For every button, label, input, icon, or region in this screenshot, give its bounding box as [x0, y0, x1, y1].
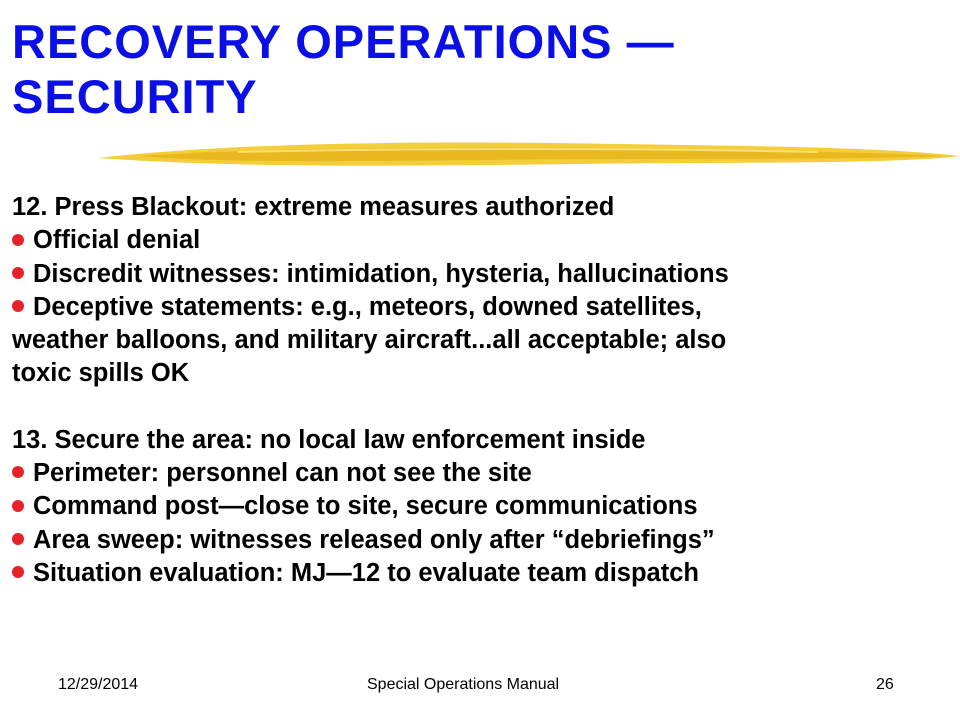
bullet-dot-icon [12, 466, 24, 478]
slide-title [12, 14, 942, 124]
slide-body [12, 191, 952, 590]
title-line-1: RECOVERY OPERATIONS — [12, 15, 675, 68]
list-item: Discredit witnesses: intimidation, hysteria, hallucinations [12, 258, 952, 291]
list-item-continuation: weather balloons, and military aircraft...all acceptable; also [12, 326, 727, 355]
list-item: Command post—close to site, secure communications [12, 490, 952, 523]
section-13-heading: 13. Secure the area: no local law enforcement inside [12, 425, 646, 454]
section-12-heading: 12. Press Blackout: extreme measures authorized [12, 193, 615, 221]
highlighter-brush-stroke [98, 134, 960, 174]
footer-title: Special Operations Manual [367, 676, 560, 693]
list-item: Perimeter: personnel can not see the site [12, 457, 952, 490]
bullet-dot-icon [12, 300, 24, 312]
list-item-continuation: toxic spills OK [12, 359, 190, 388]
bullet-dot-icon [12, 500, 24, 512]
bullet-dot-icon [12, 533, 24, 545]
list-item: Deceptive statements: e.g., meteors, downed satellites, [12, 291, 952, 324]
bullet-dot-icon [12, 566, 24, 578]
list-item: Situation evaluation: MJ—12 to evaluate team dispatch [12, 557, 952, 590]
list-item: Official denial [12, 224, 952, 257]
title-line-2: SECURITY [12, 70, 258, 123]
page-number: 26 [876, 676, 894, 693]
list-item: Area sweep: witnesses released only after “debriefings” [12, 524, 952, 557]
footer-date: 12/29/2014 [58, 676, 139, 693]
bullet-dot-icon [12, 234, 24, 246]
bullet-dot-icon [12, 267, 24, 279]
